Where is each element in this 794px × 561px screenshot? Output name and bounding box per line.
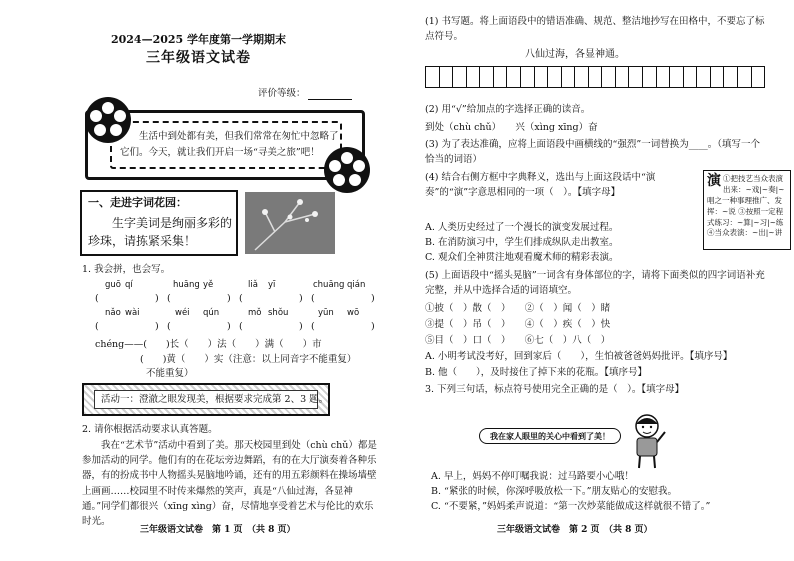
idiom-row-3[interactable]: ⑤目（ ）口（ ） ⑥七（ ）八（ ） xyxy=(425,335,611,346)
pinyin: yūn xyxy=(318,308,334,318)
homophone-note-continued: 不能重复） xyxy=(146,368,194,379)
pinyin: guō xyxy=(105,280,121,290)
activity-1-text: 活动一：澄澈之眼发现美，根据要求完成第 2、3 题。 xyxy=(94,390,318,409)
pinyin: liǎ xyxy=(248,280,258,290)
option-c[interactable]: C. 观众们全神贯注地观看魔术师的精彩表演。 xyxy=(425,252,619,263)
sub-question-3[interactable]: (3) 为了表达准确，应将上面语段中画横线的“强烈”一词替换为____。（填写一个恰当的词语） xyxy=(425,139,760,166)
activity-1-box xyxy=(82,383,330,416)
section-1-box xyxy=(80,190,238,256)
answer-c[interactable]: C. “不要紧，”妈妈柔声说道：“第一次炒菜能做成这样就很不错了。” xyxy=(431,501,711,512)
banner-text: 生活中到处都有美，但我们常常在匆忙中忽略了它们。今天，就让我们开启一场“寻美之旅”吧！ xyxy=(120,131,339,159)
page-1: 2024—2025 学年度第一学期期末 三年级语文试卷 评价等级： 生活中到处都有美，但我们常常在匆忙中忽略了它们。今天，就让我们开启一场“寻美之旅”吧！ 一、走进字词花园： 生字美词是绚丽多彩的珍珠，请拣紧采集！ 1. 我会拼，也会写。 guō qí huāng yě liǎ yī chuāng qián ( ) ( ) ( ) ( ) nǎo wài wéi qún mǒ shǒu yūn wō ( ) ( ) ( ) ( ) chéng——( )长（ ）法（ ）满（ ）市 ( )黄（ ）实（注意：以上同音字不能重复） 不能重复） 活动一：澄澈之眼发现美，根据要求完成第 2、3 题。 2. 请你根据活动要求认真答题。 我在“艺术节”活动中看到了美。那天校园里到处（chù chǔ）都是参加活动的同学。他们有的在花坛旁边舞蹈，有的在大厅演奏着各种乐器，有的扮成书中人物摇头晃脑地吟诵，还有的用五彩颜料在操场墙壁上画画……校园里不时传来爆然的笑声，真是“八仙过海，各显神通。”同学们都很兴（xīng xìng）奋，尽情地享受着艺术与伦比的欢乐时光。 三年级语文试卷 第 1 页 （共 8 页） xyxy=(0,0,397,561)
copy-phrase: 八仙过海，各显神通。 xyxy=(525,49,625,60)
pinyin: qí xyxy=(125,280,133,290)
answer-a[interactable]: A. 早上，妈妈不停叮嘱我说：过马路要小心哦！ xyxy=(431,471,634,482)
grade-blank[interactable] xyxy=(308,90,352,100)
pinyin: mǒ xyxy=(248,308,262,318)
pinyin: wō xyxy=(347,308,360,318)
speech-bubble: 我在家人眼里的关心中看到了美！ xyxy=(479,428,621,444)
dictionary-char: 演 xyxy=(707,173,721,189)
pinyin: nǎo xyxy=(105,308,121,318)
page-2-footer: 三年级语文试卷 第 2 页 （共 8 页） xyxy=(497,525,653,535)
idiom-row-1[interactable]: ①披（ ）散（ ） ②（ ）闻（ ）睹 xyxy=(425,303,611,314)
sub-question-4[interactable]: (4) 结合右侧方框中字典释义，选出与上面这段话中“演奏”的“演”字意思相同的一项（ ）。【填字母】 xyxy=(425,172,656,199)
sub-question-5: (5) 上面语段中“摇头晃脑”一词含有身体部位的字，请将下面类似的四字词语补充完整，并从中选择合适的词语填空。 xyxy=(425,270,765,297)
sub-question-1: (1) 书写题。将上面语段中的错语准确、规范、整洁地抄写在田格中，不要忘了标点符号。 xyxy=(425,16,765,43)
flower-icon xyxy=(323,146,371,194)
idiom-fill-a[interactable]: A. 小明考试没考好，回到家后（ ），生怕被爸爸妈妈批评。【填序号】 xyxy=(425,351,733,362)
idiom-fill-b[interactable]: B. 他（ ），及时接住了掉下来的花瓶。【填序号】 xyxy=(425,367,648,378)
question-2-label: 2. 请你根据活动要求认真答题。 xyxy=(82,424,218,435)
reading-paragraph: 我在“艺术节”活动中看到了美。那天校园里到处（chù chǔ）都是参加活动的同学。他们有的在花坛旁边舞蹈，有的在大厅演奏着各种乐器，有的扮成书中人物摇头晃脑地吟诵，还有的用五彩颜料在操场墙壁上画画……校园里不时传来爆然的笑声，真是“八仙过海，各显神通。”同学们都很兴（xīng xìng）奋，尽情地享受着艺术与伦比的欢乐时光。 xyxy=(82,440,377,527)
page-1-footer: 三年级语文试卷 第 1 页 （共 8 页） xyxy=(140,525,296,535)
homophone-row-huang[interactable]: ( )黄（ ）实（注意：以上同音字不能重复） xyxy=(140,354,357,365)
pinyin: qián xyxy=(347,280,366,290)
exam-year-title: 2024—2025 学年度第一学期期末 xyxy=(110,33,287,46)
sub-question-2: (2) 用“√”给加点的字选择正确的读音。 xyxy=(425,104,591,115)
grade-field xyxy=(258,88,352,100)
section-1-body: 生字美词是绚丽多彩的珍珠，请拣紧采集！ xyxy=(88,216,233,248)
pronunciation-choices[interactable]: 到处（chù chǔ） 兴（xìng xīng）奋 xyxy=(425,122,598,133)
question-1-label: 1. 我会拼，也会写。 xyxy=(82,264,171,275)
idiom-row-2[interactable]: ③提（ ）吊（ ） ④（ ）疾（ ）快 xyxy=(425,319,611,330)
pinyin: wài xyxy=(125,308,140,318)
pinyin: yě xyxy=(203,280,214,290)
flower-branch-photo xyxy=(245,192,335,254)
question-3-label[interactable]: 3. 下列三句话，标点符号使用完全正确的是（ ）。【填字母】 xyxy=(425,384,685,395)
dictionary-definitions: ①把技艺当众表演出来：~戏|~奏|~唱之一种事理推广、发挥：~说 ③按照一定程式练习：~算|~习|~练 ④当众表演：~出|~讲 xyxy=(707,174,785,238)
section-1-title: 一、走进字词花园： xyxy=(88,196,187,209)
pinyin: wéi xyxy=(175,308,190,318)
student-illustration-icon xyxy=(625,412,669,470)
grade-label: 评价等级： xyxy=(258,88,306,99)
pinyin: qún xyxy=(203,308,220,318)
answer-b[interactable]: B. “紧张的时候，你深呼吸放松一下。”朋友贴心的安慰我。 xyxy=(431,486,677,497)
exam-title: 三年级语文试卷 xyxy=(146,50,251,66)
pinyin: yī xyxy=(268,280,276,290)
flower-icon xyxy=(84,96,132,144)
dictionary-box xyxy=(703,170,791,250)
option-b[interactable]: B. 在消防演习中，学生们排成纵队走出教室。 xyxy=(425,237,619,248)
pinyin: shǒu xyxy=(268,308,289,318)
page-2 xyxy=(397,0,794,561)
option-a[interactable]: A. 人类历史经过了一个漫长的演变发展过程。 xyxy=(425,222,619,233)
pinyin: huāng xyxy=(173,280,200,290)
homophone-row-cheng[interactable]: chéng——( )长（ ）法（ ）满（ ）市 xyxy=(95,339,322,350)
writing-grid[interactable] xyxy=(425,66,765,88)
pinyin: chuāng xyxy=(313,280,345,290)
